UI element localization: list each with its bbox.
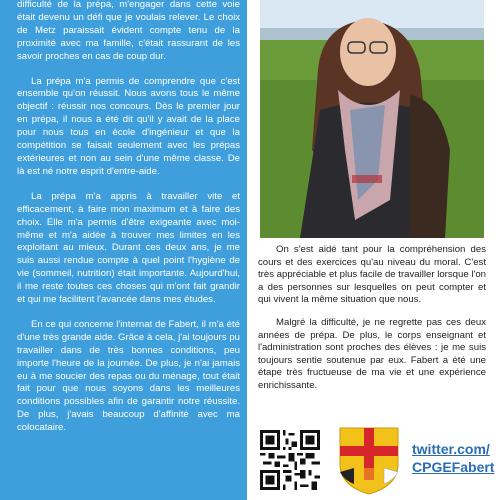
coat-of-arms-icon [334,424,404,496]
twitter-link-line-1[interactable]: twitter.com/ [412,441,490,457]
left-paragraph-2: La prépa m'a permis de comprendre que c'est ensemble qu'on réussit. Nous avons tous le même objectif : réussir nos concours. Dès le premier jour en prépa, il nous a été dit qu'il y avait de la place pour nous tous en école d'ingénieur et que la compétition se faisait seulement avec les prépas extérieures et non au sein d'une même classe. De là est né notre esprit d'entre-aide. [17,75,240,177]
left-paragraph-3: La prépa m'a appris à travailler vite et efficacement, à faire mon maximum et à faire des choix. Elle m'a permis d'être exigeante avec moi-même et m'a aidée à trouver mes limites en les exploitant au mieux. Durant ces deux ans, je me suis aussi rendue compte à quel point l'hygiène de vie (sommeil, nutrition) était importante. Aujourd'hui, il me reste toutes ces choses qui m'ont fait grandir et qui me facilitent l'avancée dans mes études. [17,190,240,306]
twitter-link-line-2[interactable]: CPGEFabert [412,459,495,475]
right-paragraph-2: Malgré la difficulté, je ne regrette pas ces deux années de prépa. De plus, le corps enseignant et l'administration sont proches des élèves : je me suis toujours sentie soutenue par eux. Fabert a été une étape très fructueuse de ma vie et une expérience enrichissante. [258,316,486,391]
left-paragraph-1: difficulté de la prépa, m'engager dans cette voie était devenu un défi que je voulais relever. Le choix de Metz paraissait évident compte tenu de la proximité avec ma famille, c'était rassurant de les savoir proches en cas de coup dur. [17,0,240,62]
footer-area [258,424,496,500]
testimonial-left-panel [0,0,247,500]
testimonial-right-column [258,244,486,403]
student-photo [260,0,484,238]
left-paragraph-4: En ce qui concerne l'internat de Fabert, il m'a été d'une très grande aide. Grâce à cela, j'ai toujours pu travailler dans de très bonnes conditions, peu importe l'heure de la journée. De plus, je n'ai jamais eu à me soucier des repas ou du ménage, tout était fait pour que nous soyons dans les meilleures conditions possibles afin de garantir notre réussite. De plus, j'avais beaucoup d'affinité avec ma colocataire. [17,318,240,434]
qr-code-icon[interactable] [260,430,320,490]
right-paragraph-1: On s'est aidé tant pour la compréhension des cours et des exercices qu'au niveau du moral. C'est très appréciable et plus facile de travailler lorsque l'on a des personnes sur lesquelles on peut compter et qui vivent la même situation que nous. [258,244,486,306]
student-photo-illustration [260,0,484,238]
twitter-link[interactable] [412,440,494,476]
